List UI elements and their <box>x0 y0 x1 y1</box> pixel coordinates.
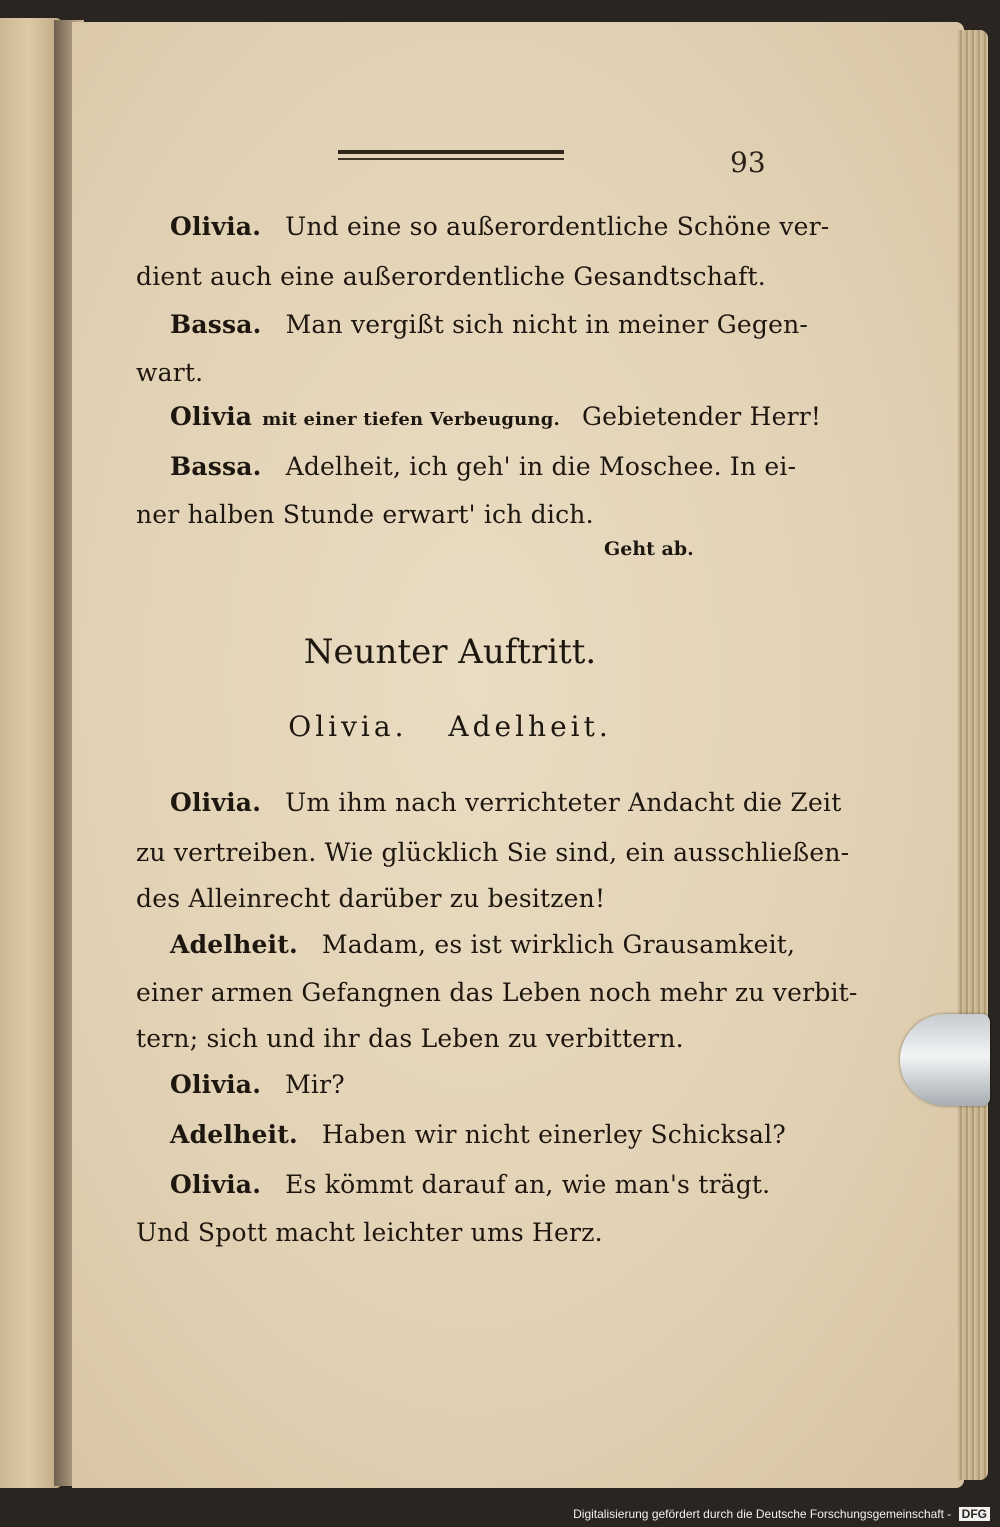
footer-text: Digitalisierung gefördert durch die Deutsche Forschungsgemeinschaft - <box>573 1507 952 1521</box>
speaker-name: Olivia. <box>170 1070 262 1099</box>
dialogue-text: des Alleinrecht darüber zu besitzen! <box>136 884 606 913</box>
dialogue-line <box>136 500 746 529</box>
dialogue-line <box>136 262 766 291</box>
speaker-name: Adelheit. <box>170 930 298 959</box>
dialogue-line <box>170 212 830 241</box>
book-page <box>72 22 964 1488</box>
speaker-name: Olivia. <box>170 788 262 817</box>
dialogue-text: dient auch eine außerordentliche Gesandtschaft. <box>136 262 766 291</box>
speaker-name: Adelheit. <box>170 1120 298 1149</box>
speaker-name: Bassa. <box>170 452 262 481</box>
speaker-name: Olivia <box>170 402 253 431</box>
dialogue-text: tern; sich und ihr das Leben zu verbittern. <box>136 1024 684 1053</box>
dialogue-text: ner halben Stunde erwart' ich dich. <box>136 500 594 529</box>
dialogue-text: Es kömmt darauf an, wie man's trägt. <box>285 1170 771 1199</box>
scene-title: Neunter Auftritt. <box>303 632 597 672</box>
speaker-name: Bassa. <box>170 310 262 339</box>
dialogue-line <box>136 838 850 867</box>
header-rule <box>338 150 564 154</box>
dialogue-line <box>136 884 746 913</box>
page-block-edge <box>958 30 988 1480</box>
page-number: 93 <box>730 146 766 179</box>
dialogue-text: wart. <box>136 358 204 387</box>
dialogue-text: einer armen Gefangnen das Leben noch mehr zu verbit- <box>136 978 858 1007</box>
scene-persons: Olivia. Adelheit. <box>288 710 612 743</box>
stage-direction: mit einer tiefen Verbeugung. <box>262 409 560 430</box>
footer-credit <box>573 1507 990 1521</box>
dialogue-line <box>170 452 797 481</box>
left-page-edge <box>0 18 62 1488</box>
stage-direction-exit: Geht ab. <box>604 538 694 560</box>
speaker-name: Olivia. <box>170 212 262 241</box>
speaker-name: Olivia. <box>170 1170 262 1199</box>
dialogue-text: Madam, es ist wirklich Grausamkeit, <box>321 930 796 959</box>
dialogue-line <box>136 978 858 1007</box>
dialogue-line <box>170 310 809 339</box>
dialogue-text: zu vertreiben. Wie glücklich Sie sind, ein ausschließen- <box>136 838 850 867</box>
dialogue-text: Gebietender Herr! <box>582 402 822 431</box>
dialogue-line <box>170 402 822 431</box>
header-rule-thin <box>338 158 564 160</box>
dialogue-line <box>170 788 842 817</box>
dialogue-line <box>170 1170 780 1199</box>
dialogue-text: Und eine so außerordentliche Schöne ver- <box>285 212 830 241</box>
dialogue-line <box>136 1024 746 1053</box>
dialogue-text: Adelheit, ich geh' in die Moschee. In ei- <box>285 452 797 481</box>
dfg-logo-icon: DFG <box>959 1507 990 1521</box>
dialogue-line <box>170 930 796 959</box>
dialogue-line <box>170 1070 780 1099</box>
dialogue-line <box>136 358 746 387</box>
dialogue-text: Und Spott macht leichter ums Herz. <box>136 1218 603 1247</box>
dialogue-line <box>136 1218 746 1247</box>
page-clip <box>900 1014 990 1106</box>
dialogue-text: Haben wir nicht einerley Schicksal? <box>321 1120 786 1149</box>
dialogue-text: Mir? <box>285 1070 345 1099</box>
dialogue-text: Man vergißt sich nicht in meiner Gegen- <box>285 310 809 339</box>
dialogue-line <box>170 1120 786 1149</box>
dialogue-text: Um ihm nach verrichteter Andacht die Zeit <box>285 788 842 817</box>
